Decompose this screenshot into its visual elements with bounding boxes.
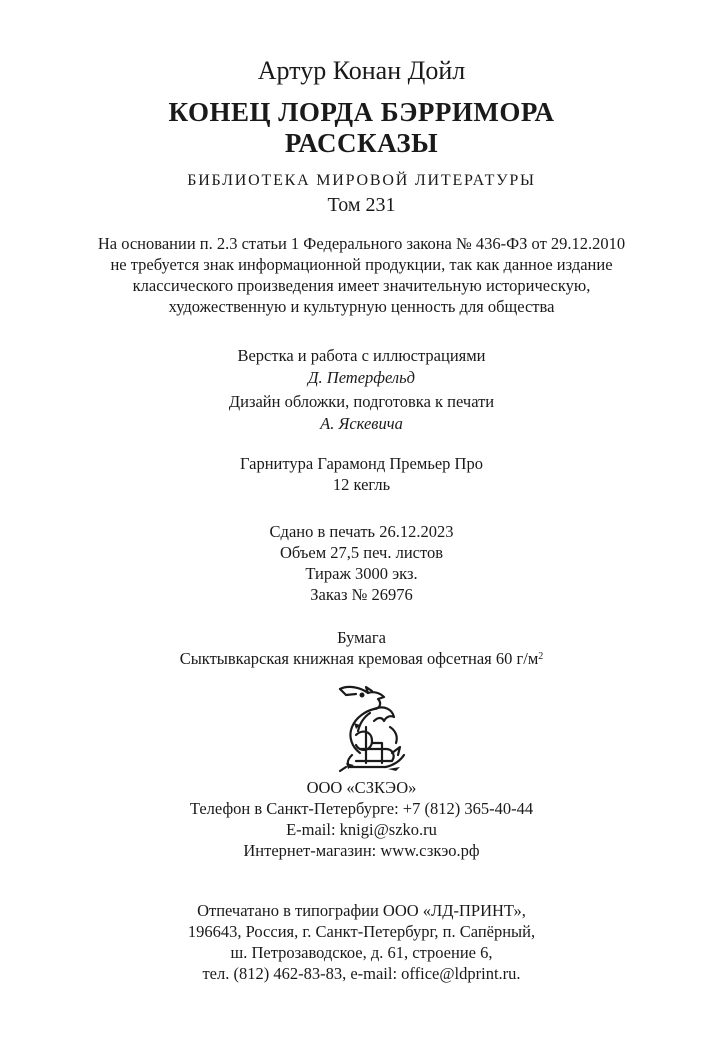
print-info-line: Заказ № 26976	[310, 585, 413, 604]
legal-line: На основании п. 2.3 статьи 1 Федерального закона № 436-ФЗ от 29.12.2010	[97, 234, 626, 253]
dragon-letter-logo-icon	[326, 683, 414, 773]
publisher-email: E-mail: knigi@szko.ru	[286, 820, 437, 839]
printer-line: тел. (812) 462-83-83, e-mail: office@ldprint.ru.	[202, 964, 521, 983]
layout-credit-person: Д. Петерфельд	[308, 368, 415, 387]
publisher-name: ООО «СЗКЭО»	[306, 778, 417, 797]
print-info-line: Тираж 3000 экз.	[305, 564, 418, 583]
design-credit-person: А. Яскевича	[320, 414, 403, 433]
legal-notice	[0, 233, 723, 317]
printer-info	[0, 900, 723, 984]
publisher-info	[0, 777, 723, 861]
print-info	[0, 521, 723, 605]
print-info-line: Сдано в печать 26.12.2023	[269, 522, 454, 541]
type-size-line: 12 кегль	[332, 475, 391, 494]
paper-unit-superscript: 2	[538, 651, 544, 662]
title-line-1: КОНЕЦ ЛОРДА БЭРРИМОРА	[168, 97, 555, 127]
paper-label: Бумага	[337, 628, 386, 647]
volume-number: Том 231	[327, 194, 396, 216]
printer-line: ш. Петрозаводское, д. 61, строение 6,	[230, 943, 493, 962]
typeface-line: Гарнитура Гарамонд Премьер Про	[240, 454, 483, 473]
paper-description-text: Сыктывкарская книжная кремовая офсетная 60 г/м	[179, 649, 539, 668]
legal-line: художественную и культурную ценность для общества	[168, 297, 555, 316]
layout-credit-role: Верстка и работа с иллюстрациями	[237, 346, 486, 365]
series-name: БИБЛИОТЕКА МИРОВОЙ ЛИТЕРАТУРЫ	[187, 172, 536, 189]
printer-line: Отпечатано в типографии ООО «ЛД-ПРИНТ»,	[197, 901, 526, 920]
printer-line: 196643, Россия, г. Санкт-Петербург, п. Сапёрный,	[187, 922, 536, 941]
author-name: Артур Конан Дойл	[257, 56, 466, 85]
publisher-shop: Интернет-магазин: www.сзкэо.рф	[243, 841, 480, 860]
design-credit-role: Дизайн обложки, подготовка к печати	[228, 392, 495, 411]
print-info-line: Объем 27,5 печ. листов	[279, 543, 444, 562]
title-line-2: РАССКАЗЫ	[284, 128, 439, 158]
publisher-phone: Телефон в Санкт-Петербурге: +7 (812) 365-40-44	[189, 799, 534, 818]
book-title	[0, 97, 723, 159]
legal-line: классического произведения имеет значительную историческую,	[132, 276, 591, 295]
paper-description	[0, 648, 723, 669]
legal-line: не требуется знак информационной продукции, так как данное издание	[110, 255, 613, 274]
